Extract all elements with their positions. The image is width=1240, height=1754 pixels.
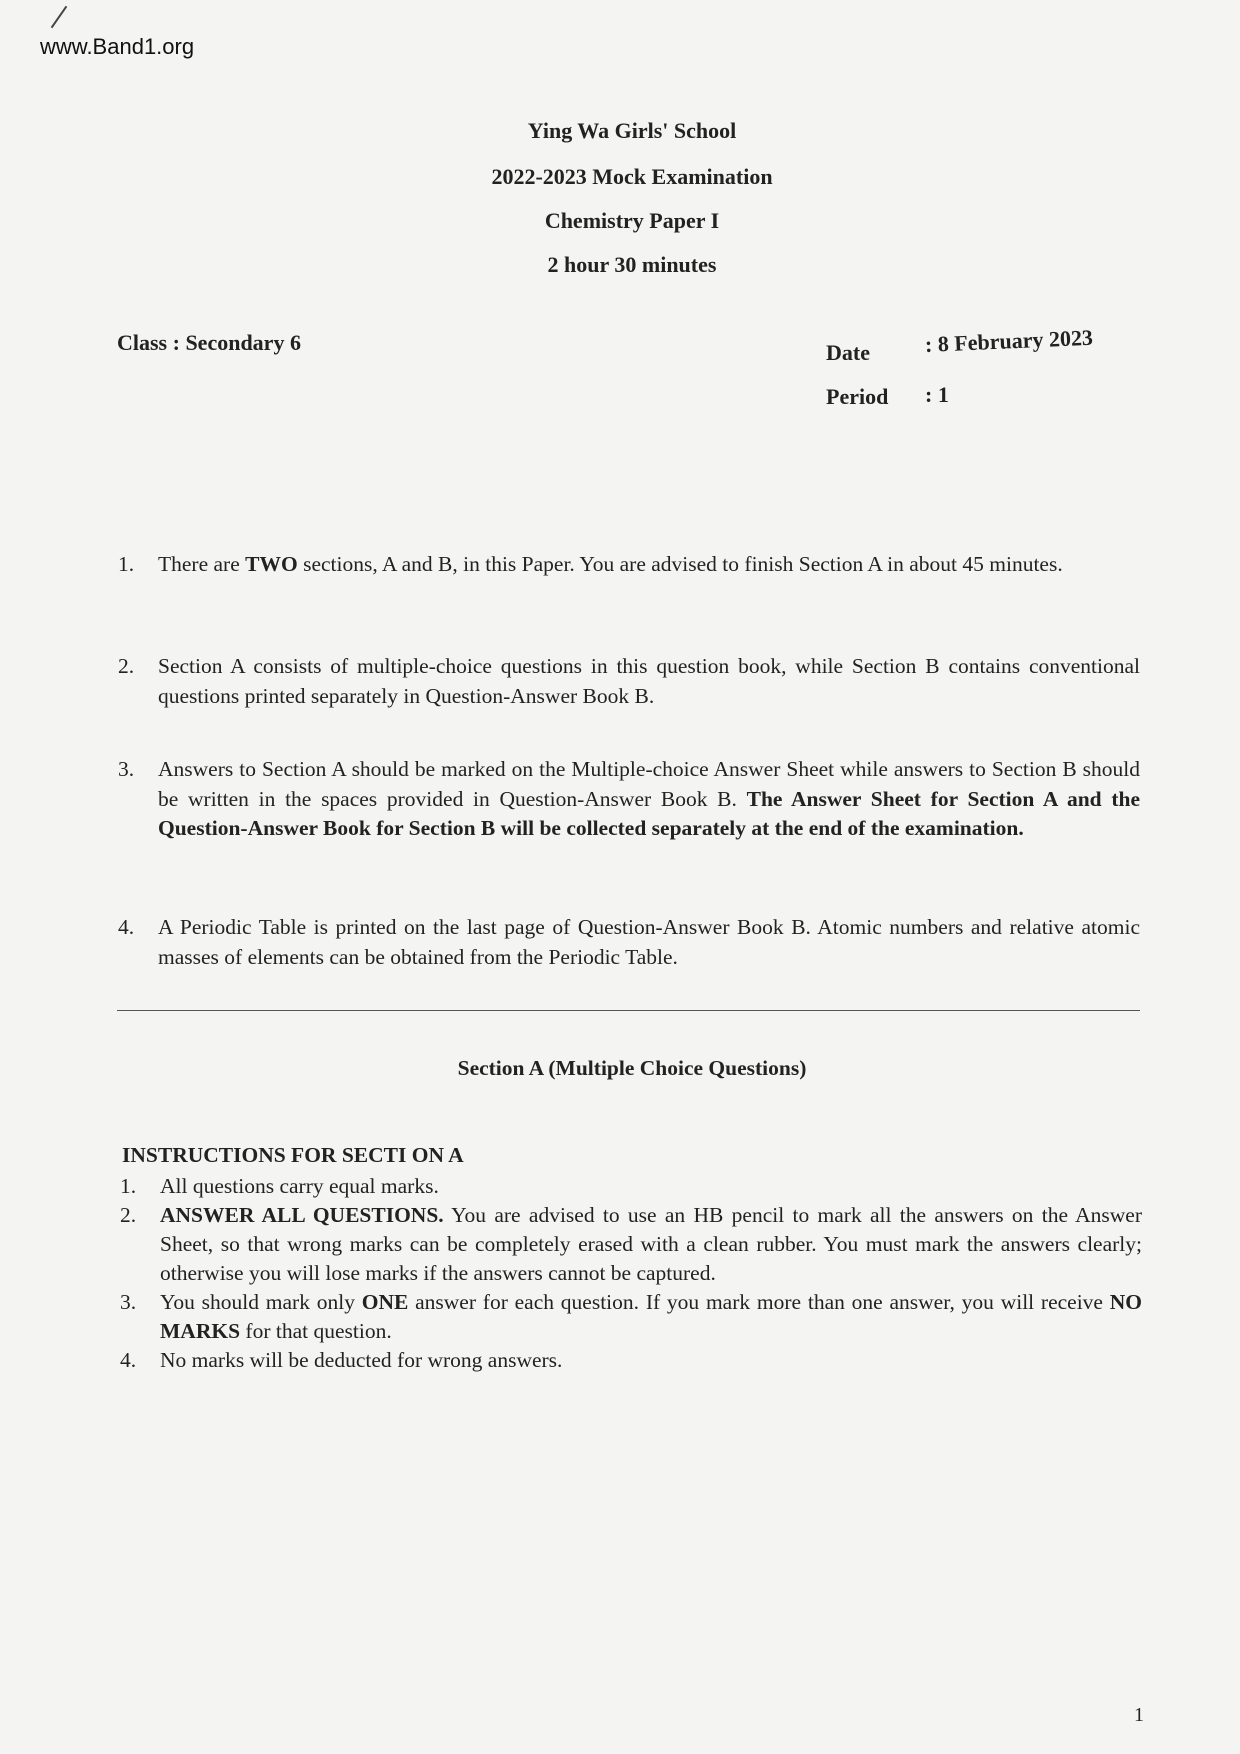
item-bold: ANSWER ALL QUESTIONS.: [160, 1203, 444, 1227]
item-text: answer for each question. If you mark more than one answer, you will receive: [408, 1290, 1110, 1314]
divider: [117, 1010, 1140, 1011]
class-label: Class : Secondary 6: [117, 330, 301, 355]
item-text: A Periodic Table is printed on the last page of Question-Answer Book B. Atomic numbers and relative atomic masses of elements can be obtained from the Periodic Table.: [158, 915, 1140, 969]
item-text: All questions carry equal marks.: [160, 1174, 439, 1198]
item-text: You are advised to use an HB pencil to mark all the answers on the Answer Sheet, so that wrong marks can be completely erased with a clean rubber. You must mark the answers clearly; otherwise you will lose marks if the answers cannot be captured.: [160, 1203, 1142, 1285]
instruction-item: [118, 550, 1140, 580]
paper-title: Chemistry Paper I: [544, 208, 720, 233]
exam-title: 2022-2023 Mock Examination: [491, 164, 773, 189]
school-name: Ying Wa Girls' School: [527, 118, 737, 143]
item-number: 3.: [120, 1290, 137, 1314]
instruction-item: [118, 652, 1140, 711]
item-text: Section A consists of multiple-choice questions in this question book, while Section B contains conventional questions printed separately in Question-Answer Book B.: [158, 654, 1140, 708]
period-value: : 1: [925, 382, 949, 407]
item-number: 1.: [118, 552, 135, 576]
item-number: 4.: [120, 1348, 137, 1372]
section-item: [120, 1172, 1142, 1201]
instruction-item: [118, 913, 1140, 972]
section-instructions-heading: INSTRUCTIONS FOR SECTI ON A: [122, 1143, 464, 1167]
section-item: [120, 1346, 1142, 1375]
pen-mark: [51, 6, 68, 28]
item-bold: ONE: [361, 1290, 409, 1314]
item-text: There are: [158, 552, 246, 576]
section-item: [120, 1201, 1142, 1288]
item-number: 1.: [120, 1174, 137, 1198]
date-value: : 8 February 2023: [924, 324, 1094, 357]
item-bold: TWO: [245, 552, 298, 576]
period-label: Period: [826, 384, 889, 409]
item-text: Answers to Section A should be marked on the Multiple-choice Answer Sheet while answers to Section B should be written in the spaces provided in Question-Answer Book B.: [158, 757, 1140, 811]
item-bold: The Answer Sheet for Section A and the Question-Answer Book for Section B will be collected separately at the end of the examination.: [158, 786, 1140, 840]
item-number: 4.: [118, 915, 135, 939]
item-text: You should mark only: [160, 1290, 362, 1314]
watermark: www.Band1.org: [40, 34, 195, 59]
instruction-item: [118, 755, 1140, 844]
item-text: sections, A and B, in this Paper. You are advised to finish Section A in about 45 minutes.: [297, 552, 1063, 576]
page-number: 1: [1134, 1704, 1144, 1726]
section-title: Section A (Multiple Choice Questions): [457, 1056, 807, 1080]
item-number: 2.: [118, 654, 135, 678]
duration: 2 hour 30 minutes: [547, 252, 717, 277]
section-item: [120, 1288, 1142, 1346]
item-text: for that question.: [240, 1319, 392, 1343]
item-bold: NO MARKS: [160, 1290, 1143, 1343]
item-number: 2.: [120, 1203, 137, 1227]
item-number: 3.: [118, 757, 135, 781]
date-label: Date: [826, 340, 870, 365]
item-text: No marks will be deducted for wrong answers.: [160, 1348, 563, 1372]
